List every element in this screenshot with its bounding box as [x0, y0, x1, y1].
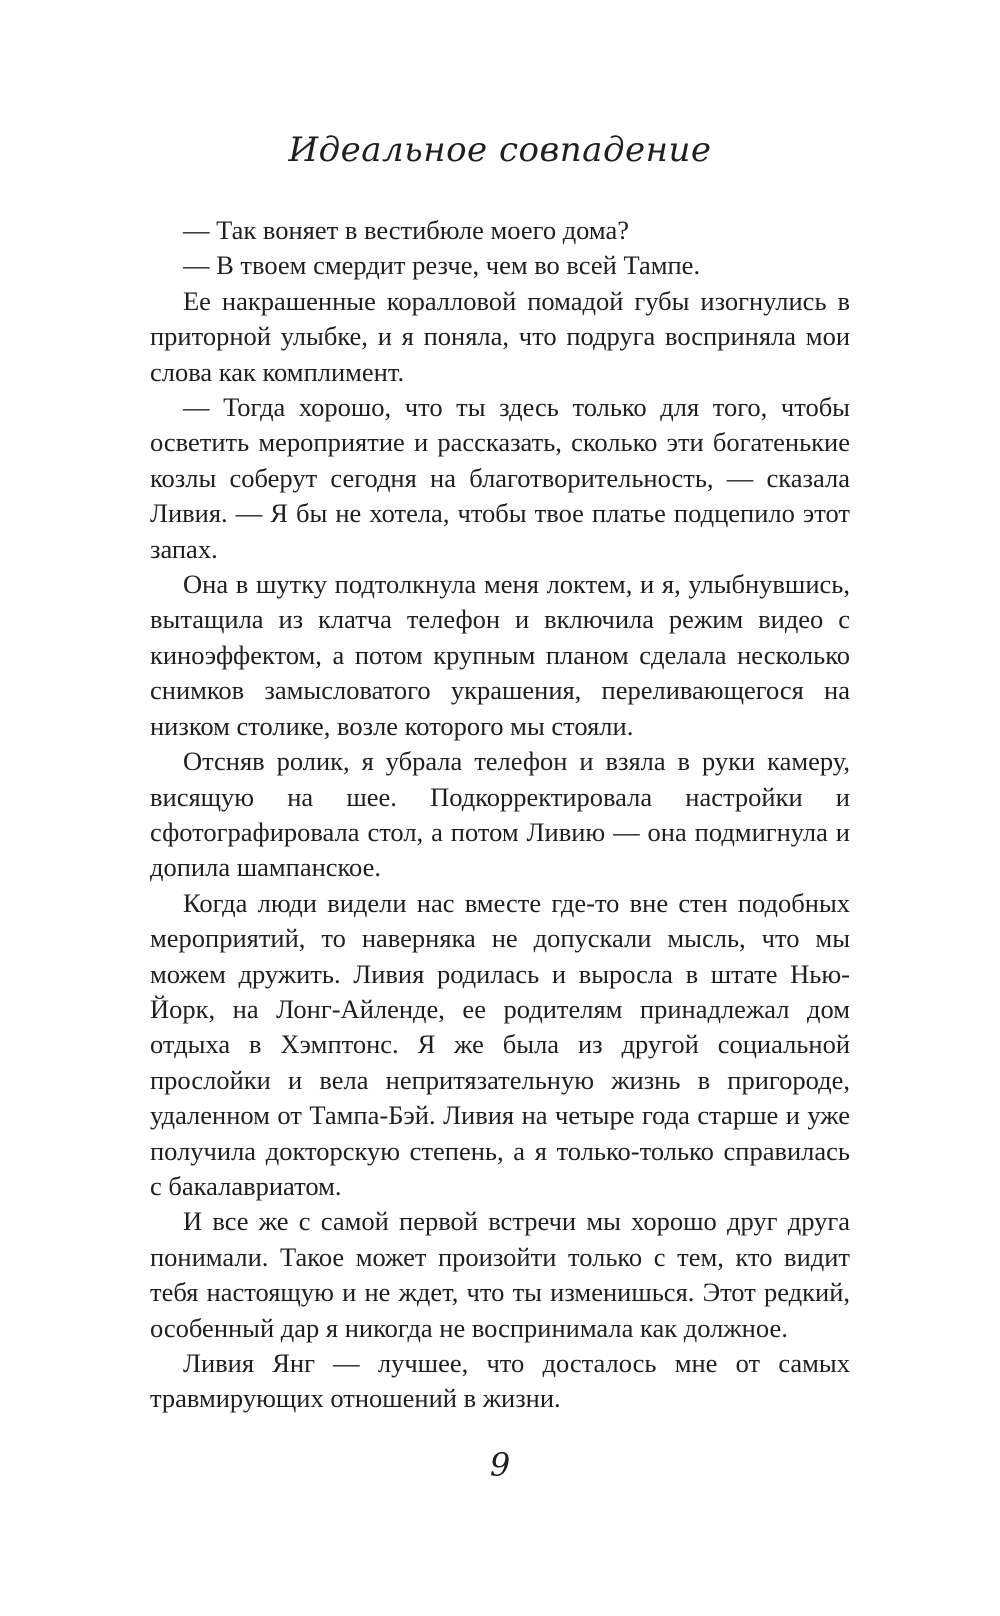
paragraph: — Так воняет в вестибюле моего дома?: [183, 215, 630, 245]
paragraph: Она в шутку подтолкнула меня локтем, и я, улыбнувшись, вытащила из клатча телефон и включила режим видео с киноэффектом, а потом крупным планом сделала несколько снимков замысловатого украшения, переливающегося на низком столике, возле которого мы стояли.: [150, 569, 850, 741]
paragraph: Отсняв ролик, я убрала телефон и взяла в руки камеру, висящую на шее. Подкорректировала настройки и сфотографировала стол, а потом Ливию — она подмигнула и допила шампанское.: [150, 746, 850, 883]
paragraph: — В твоем смердит резче, чем во всей Тампе.: [183, 250, 701, 281]
paragraph: И все же с самой первой встречи мы хорошо друг друга понимали. Такое может произойти только с тем, кто видит тебя настоящую и не ждет, что ты изменишься. Этот редкий, особенный дар я никогда не воспринимала как должное.: [150, 1206, 850, 1343]
paragraph: Ее накрашенные коралловой помадой губы изогнулись в приторной улыбке, и я поняла, что подруга восприняла мои слова как комплимент.: [150, 285, 850, 387]
running-header-title: Идеальное совпадение: [288, 130, 712, 170]
paragraph: Когда люди видели нас вместе где-то вне стен подобных мероприятий, то наверняка не допускали мысль, что мы можем дружить. Ливия родилась и выросла в штате Нью-Йорк, на Лонг-Айленде, ее родителям принадлежал дом отдыха в Хэмптонс. Я же была из другой социальной прослойки и вела непритязательную жизнь в пригороде, удаленном от Тампа-Бэй. Ливия на четыре года старше и уже получила докторскую степень, а я только-только справилась с бакалавриатом.: [150, 887, 850, 1201]
paragraph: — Тогда хорошо, что ты здесь только для того, чтобы осветить мероприятие и рассказать, сколько эти богатенькие козлы соберут сегодня на благотворительность, — сказала Ливия. — Я бы не хотела, чтобы твое платье подцепило этот запах.: [150, 392, 850, 564]
body-text: [150, 213, 850, 1417]
paragraph: Ливия Янг — лучшее, что досталось мне от самых травмирующих отношений в жизни.: [150, 1348, 850, 1414]
page-number: 9: [489, 1446, 511, 1484]
